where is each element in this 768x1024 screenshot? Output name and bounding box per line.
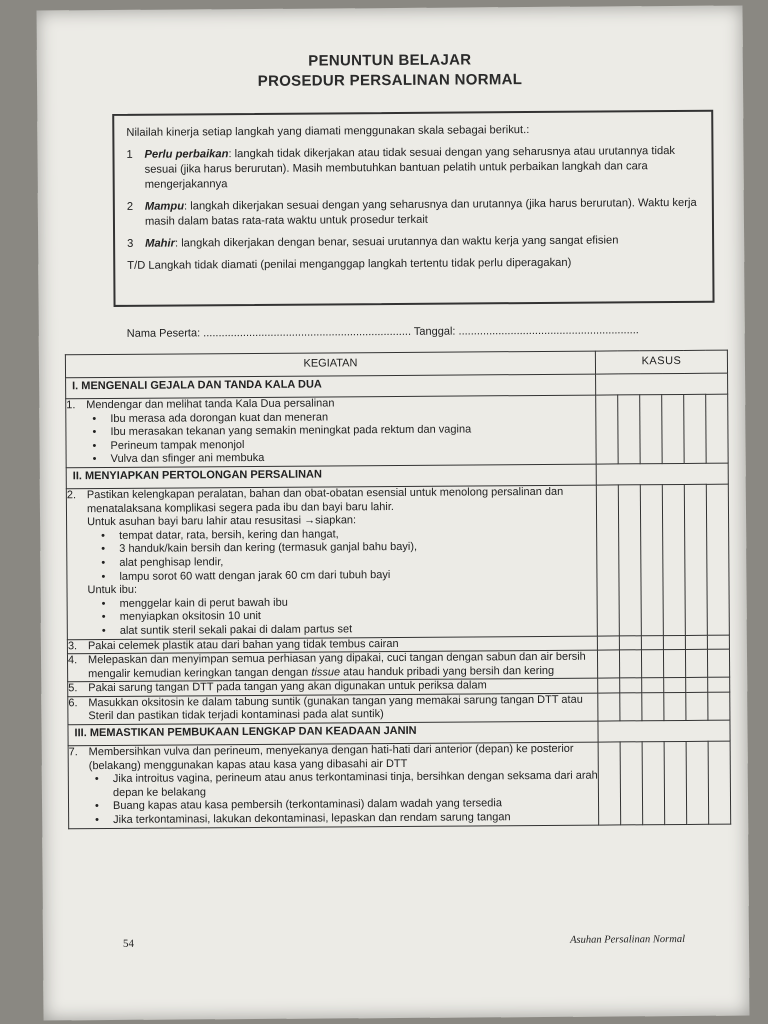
item-number: 4. [67, 654, 78, 667]
bullet-text: Buang kapas atau kasa pembersih (terkontaminasi) dalam wadah yang tersedia [112, 797, 502, 813]
bullet-icon: • [101, 543, 106, 556]
section-title-3: III. MEMASTIKAN PEMBUKAAN LENGKAP DAN KEADAAN JANIN [68, 721, 598, 746]
bullet-text: Ibu merasa ada dorongan kuat dan meneran [110, 411, 329, 425]
bullet-icon: • [95, 814, 100, 827]
scale-num: 2 [126, 200, 134, 213]
kasus-cell[interactable] [684, 484, 707, 635]
item-number: 7. [68, 746, 78, 759]
scale-num: 3 [127, 237, 134, 250]
scale-item-2 [127, 196, 702, 230]
bullet-text: menyiapkan oksitosin 10 unit [119, 610, 262, 624]
kasus-cell[interactable] [708, 741, 731, 824]
scale-item-1 [126, 144, 701, 193]
kasus-cell[interactable] [686, 678, 708, 693]
scale-text: : langkah tidak dikerjakan atau tidak sesuai dengan yang seharusnya atau urutannya tidak sesuai (jika harus berurutan). Masih membutuhkan bantuan pelatih untuk perbaikan langkah dan cara mengerjakannya [144, 145, 676, 191]
item-text: Melepaskan dan menyimpan semua perhiasan yang dipakai, cuci tangan dengan sabun dan air bersih mengalir kemudian keringkan tangan dengan [87, 650, 586, 680]
bullet-text: alat suntik steril sekali pakai di dalam partus set [119, 623, 353, 637]
kasus-cell[interactable] [684, 394, 706, 463]
item-text: Pakai celemek plastik atau dari bahan yang tidak tembus cairan [87, 637, 399, 652]
bullet-text: Jika terkontaminasi, lakukan dekontaminasi, lepaskan dan rendam sarung tangan [113, 811, 511, 826]
bullet-icon: • [101, 570, 106, 583]
kasus-cell[interactable] [707, 649, 729, 677]
kasus-cell[interactable] [685, 649, 707, 677]
item-text: Pastikan kelengkapan peralatan, bahan dan obat-obatan esensial untuk menolong persalinan dan menatalaksana komplikasi segera pada ibu dan bayi baru lahir. [86, 485, 564, 515]
item-text: Masukkan oksitosin ke dalam tabung suntik (gunakan tangan yang memakai sarung tangan DTT atau Steril dan pastikan tidak terjadi kontaminasi pada alat suntik) [88, 693, 583, 723]
bullet-text: tempat datar, rata, bersih, kering dan hangat, [119, 528, 339, 542]
kasus-cell[interactable] [686, 692, 708, 720]
kasus-cell[interactable] [641, 650, 663, 678]
kasus-cell[interactable] [707, 635, 729, 650]
kasus-cell[interactable] [642, 692, 664, 720]
scale-intro: Nilailah kinerja setiap langkah yang diamati menggunakan skala sebagai berikut.: [126, 124, 530, 139]
bullet-text: Vulva dan sfinger ani membuka [110, 452, 265, 466]
kasus-cell[interactable] [685, 635, 707, 650]
bullet-icon: • [101, 556, 106, 569]
book-title: Asuhan Persalinan Normal [570, 933, 686, 946]
bullet-text: lampu sorot 60 watt dengan jarak 60 cm dari tubuh bayi [119, 568, 391, 583]
scale-term: Perlu perbaikan [144, 148, 229, 161]
bullet-icon: • [92, 439, 97, 452]
kasus-cell[interactable] [618, 485, 641, 636]
item-number: 1. [66, 399, 76, 412]
kasus-cell[interactable] [664, 678, 686, 693]
kasus-cell[interactable] [596, 485, 619, 636]
kasus-cell[interactable] [597, 635, 619, 650]
kasus-cell[interactable] [663, 635, 685, 650]
kasus-cell[interactable] [596, 395, 618, 464]
item-1-cell [66, 395, 596, 468]
bullet-icon: • [101, 611, 106, 624]
item-6-cell [68, 693, 598, 725]
title-line-2: PROSEDUR PERSALINAN NORMAL [257, 71, 523, 90]
kasus-cell[interactable] [620, 693, 642, 721]
bullet-icon: • [92, 426, 97, 439]
bullet-icon: • [92, 453, 97, 466]
kasus-cell[interactable] [664, 692, 686, 720]
item-text: atau handuk pribadi yang bersih dan kering [340, 664, 555, 679]
item-text: Mendengar dan melihat tanda Kala Dua persalinan [86, 397, 335, 412]
kasus-cell[interactable] [618, 395, 640, 464]
scale-term: Mahir [145, 237, 175, 250]
kasus-cell[interactable] [642, 678, 664, 693]
kasus-cell[interactable] [708, 692, 730, 720]
scale-term: Mampu [144, 200, 185, 213]
section-title-2: II. MENYIAPKAN PERTOLONGAN PERSALINAN [66, 464, 596, 489]
rating-scale-box [112, 110, 714, 307]
participant-name-field[interactable]: Nama Peserta: .................................................................... [126, 325, 412, 340]
kasus-cell[interactable] [640, 395, 662, 464]
bullet-icon: • [101, 597, 106, 610]
title-line-1: PENUNTUN BELAJAR [308, 51, 472, 70]
kasus-cell[interactable] [620, 742, 643, 825]
sub-heading: Untuk asuhan bayi baru lahir atau resusitasi →siapkan: [87, 514, 357, 529]
kasus-cell[interactable] [662, 484, 685, 635]
scale-td: T/D Langkah tidak diamati (penilai menganggap langkah tertentu tidak perlu diperagakan) [127, 256, 572, 272]
bullet-text: Jika introitus vagina, perineum atau anus terkontaminasi tinja, bersihkan dengan seksama dari arah depan ke belakang [112, 769, 598, 799]
item-number: 6. [68, 697, 78, 710]
bullet-icon: • [92, 412, 97, 425]
kasus-cell[interactable] [663, 650, 685, 678]
item-4-cell [67, 650, 597, 682]
item-2-cell [66, 485, 597, 639]
kasus-cell[interactable] [706, 394, 728, 463]
page-number: 54 [122, 937, 135, 950]
item-number: 3. [67, 639, 78, 652]
bullet-text: 3 handuk/kain bersih dan kering (termasuk ganjal bahu bayi), [119, 541, 418, 556]
kasus-cell[interactable] [641, 635, 663, 650]
scale-num: 1 [126, 148, 133, 161]
kasus-cell[interactable] [708, 677, 730, 692]
kasus-cell[interactable] [662, 394, 684, 463]
item-number: 2. [66, 489, 77, 502]
bullet-icon: • [94, 773, 99, 786]
bullet-text: alat penghisap lendir, [119, 556, 224, 569]
scale-item-3 [127, 233, 702, 252]
table-row [68, 741, 731, 828]
kasus-cell[interactable] [597, 650, 619, 678]
item-text: Pakai sarung tangan DTT pada tangan yang akan digunakan untuk periksa dalam [88, 679, 487, 695]
bullet-icon: • [95, 800, 99, 813]
bullet-text: menggelar kain di perut bawah ibu [119, 596, 288, 610]
kasus-cell[interactable] [706, 484, 729, 635]
bullet-text: Perineum tampak menonjol [110, 438, 245, 452]
document-page [36, 6, 749, 1021]
kasus-cell[interactable] [664, 742, 687, 825]
participant-line [127, 324, 639, 340]
kasus-cell[interactable] [640, 485, 663, 636]
kasus-cell[interactable] [620, 678, 642, 693]
kasus-cell[interactable] [598, 693, 620, 721]
bullet-icon: • [101, 624, 106, 637]
item-text: Membersihkan vulva dan perineum, menyekanya dengan hati-hati dari anterior (depan) ke posterior (belakang) menggunakan kapas atau kasa yang dibasahi air DTT [88, 742, 574, 772]
table-row [66, 484, 729, 639]
item-7-cell [68, 742, 599, 828]
kasus-cell[interactable] [686, 741, 709, 824]
header-kegiatan: KEGIATAN [65, 351, 595, 378]
item-number: 5. [68, 682, 78, 695]
kasus-cell[interactable] [619, 650, 641, 678]
scale-text: : langkah dikerjakan dengan benar, sesuai urutannya dan waktu kerja yang sangat efisien [174, 234, 619, 250]
kasus-cell[interactable] [598, 742, 621, 825]
header-kasus: KASUS [595, 350, 727, 374]
item-text-italic: tissue [311, 666, 341, 679]
section-title-1: I. MENGENALI GEJALA DAN TANDA KALA DUA [66, 374, 596, 399]
bullet-text: Ibu merasakan tekanan yang semakin meningkat pada rektum dan vagina [110, 423, 472, 439]
checklist-table [65, 350, 731, 829]
table-row [66, 394, 728, 468]
bullet-icon: • [101, 529, 106, 542]
date-field[interactable]: Tanggal: ........................................................... [413, 324, 639, 338]
sub-heading: Untuk ibu: [87, 583, 138, 597]
kasus-cell[interactable] [619, 635, 641, 650]
scale-text: : langkah dikerjakan sesuai dengan yang seharusnya dan urutannya (jika harus berurutan). Waktu kerja masih dalam batas rata-rata waktu untuk prosedur terkait [144, 196, 697, 228]
kasus-cell[interactable] [642, 742, 665, 825]
kasus-cell[interactable] [598, 678, 620, 693]
